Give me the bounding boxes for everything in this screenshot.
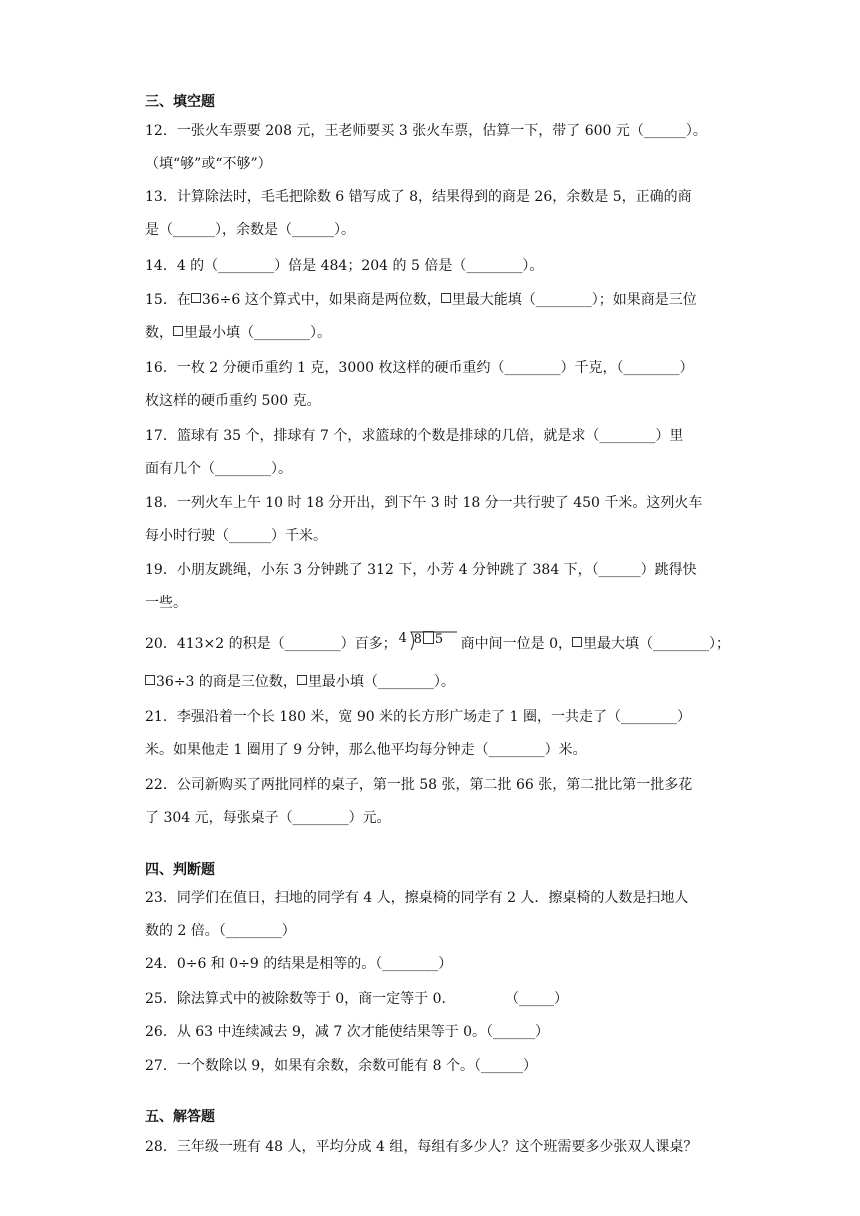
blank-square-icon — [191, 293, 201, 303]
question-16-line-1: 16．一枚 2 分硬币重约 1 克，3000 枚这样的硬币重约（________）千克，（________） — [145, 360, 694, 376]
question-18-line-2: 每小时行驶（______）千米。 — [145, 528, 327, 544]
question-17-line-2: 面有几个（________）。 — [145, 461, 292, 477]
blank-square-icon — [441, 293, 451, 303]
question-18-line-1: 18．一列火车上午 10 时 18 分开出，到下午 3 时 18 分一共行驶了 450 千米。这列火车 — [145, 495, 703, 511]
question-12-line-1: 12．一张火车票要 208 元，王老师要买 3 张火车票，估算一下，带了 600 元（______）。 — [145, 123, 707, 139]
section-title-solutions: 五、解答题 — [145, 1109, 215, 1125]
question-25-text: 25．除法算式中的被除数等于 0，商一定等于 0． — [145, 991, 456, 1007]
question-22-line-1: 22．公司新购买了两批同样的桌子，第一批 58 张，第二批 66 张，第二批比第一批多花 — [145, 777, 693, 793]
question-19-line-2: 一些。 — [145, 595, 187, 611]
question-24-line-1: 24．0÷6 和 0÷9 的结果是相等的。（________） — [145, 956, 453, 972]
question-25-answer-blank: （_____） — [505, 991, 568, 1007]
question-25-line-1 — [145, 988, 456, 1008]
question-20-line-2 — [145, 671, 455, 691]
question-21-line-1: 21．李强沿着一个长 180 米，宽 90 米的长方形广场走了 1 圈，一共走了（________） — [145, 709, 691, 725]
section-title-fill-blanks: 三、填空题 — [145, 94, 215, 110]
question-20-text-e: 里最小填（________）。 — [307, 674, 455, 690]
question-23-line-1: 23．同学们在值日，扫地的同学有 4 人，擦桌椅的同学有 2 人．擦桌椅的人数是扫地人 — [145, 890, 689, 906]
question-20-text-c: 里最大填（________）； — [582, 636, 730, 652]
section-title-judgement: 四、判断题 — [145, 862, 215, 878]
question-26-line-1: 26．从 63 中连续减去 9，减 7 次才能使结果等于 0。（______） — [145, 1024, 550, 1040]
blank-square-icon — [173, 326, 183, 336]
question-12-line-2: （填“够”或“不够”） — [145, 156, 272, 172]
long-division-symbol — [399, 630, 459, 652]
question-15-text-a: 15．在 — [145, 292, 191, 308]
question-20-text-d: 36÷3 的商是三位数， — [156, 674, 297, 690]
question-20-line-1 — [145, 630, 730, 653]
question-15-text-e: 里最小填（________）。 — [184, 325, 331, 341]
question-21-line-2: 米。如果他走 1 圈用了 9 分钟，那么他平均每分钟走（________）米。 — [145, 742, 587, 758]
question-13-line-1: 13．计算除法时，毛毛把除数 6 错写成了 8，结果得到的商是 26，余数是 5，正确的商 — [145, 189, 692, 205]
question-20-text-b: 商中间一位是 0， — [460, 636, 572, 652]
question-14-line-1: 14．4 的（________）倍是 484；204 的 5 倍是（________）。 — [145, 258, 544, 274]
blank-square-icon — [297, 675, 307, 685]
question-22-line-2: 了 304 元，每张桌子（________）元。 — [145, 810, 391, 826]
question-16-line-2: 枚这样的硬币重约 500 克。 — [145, 393, 321, 409]
dividend — [414, 631, 444, 647]
question-15-text-b: 36÷6 这个算式中，如果商是两位数， — [201, 292, 441, 308]
question-15-line-2 — [145, 322, 331, 342]
question-15-text-d: 数， — [145, 325, 173, 341]
question-17-line-1: 17．篮球有 35 个，排球有 7 个，求篮球的个数是排球的几倍，就是求（________）里 — [145, 428, 684, 444]
question-15-text-c: 里最大能填（________）；如果商是三位 — [451, 292, 697, 308]
question-19-line-1: 19．小朋友跳绳，小东 3 分钟跳了 312 下，小芳 4 分钟跳了 384 下，（______）跳得快 — [145, 562, 697, 578]
question-23-line-2: 数的 2 倍。（________） — [145, 923, 296, 939]
blank-square-icon — [572, 637, 582, 647]
question-28-line-1: 28．三年级一班有 48 人，平均分成 4 组，每组有多少人？这个班需要多少张双人课桌？ — [145, 1139, 698, 1155]
divisor: 4 — [398, 631, 407, 646]
question-27-line-1: 27．一个数除以 9，如果有余数，余数可能有 8 个。（______） — [145, 1058, 537, 1074]
question-13-line-2: 是（______），余数是（______）。 — [145, 222, 355, 238]
dividend-digit-3: 5 — [434, 632, 444, 647]
question-15-line-1 — [145, 289, 697, 309]
question-20-text-a: 20．413×2 的积是（________）百多； — [145, 636, 397, 652]
blank-square-icon — [145, 675, 155, 685]
dividend-digit-1: 8 — [413, 632, 422, 647]
blank-square-icon — [423, 631, 434, 644]
